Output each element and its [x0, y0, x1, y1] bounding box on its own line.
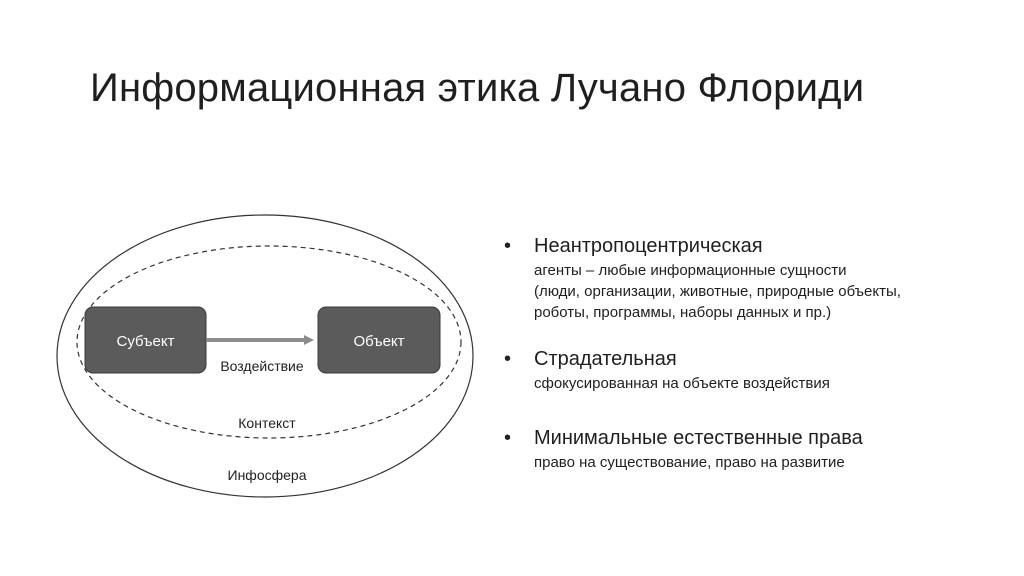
bullet-item-non-anthropocentric: [502, 232, 1002, 323]
bullet-subtext-line: агенты – любые информационные сущности: [534, 262, 847, 279]
bullet-marker: •: [504, 348, 512, 370]
bullet-list: [502, 232, 1002, 473]
bullet-subtext-line: роботы, программы, наборы данных и пр.): [534, 304, 832, 321]
bullet-subtext-line: (люди, организации, животные, природные объекты,: [534, 283, 901, 300]
bullet-subtext-line: право на существование, право на развитие: [534, 454, 845, 471]
bullet-marker: •: [504, 235, 512, 257]
bullet-heading: Минимальные естественные права: [534, 427, 863, 449]
bullet-subtext-line: сфокусированная на объекте воздействия: [534, 375, 830, 392]
bullet-item-patient-oriented: [502, 345, 1002, 394]
bullet-heading: Страдательная: [534, 348, 677, 370]
object-label: Объект: [353, 333, 405, 350]
slide-title: Информационная этика Лучано Флориди: [90, 66, 865, 110]
influence-label: Воздействие: [220, 358, 304, 374]
bullet-heading: Неантропоцентрическая: [534, 235, 763, 257]
infosphere-label: Инфосфера: [227, 467, 307, 483]
subject-label: Субъект: [116, 333, 175, 350]
context-label: Контекст: [238, 415, 296, 431]
bullet-item-minimal-rights: [502, 424, 1002, 473]
bullet-marker: •: [504, 427, 512, 449]
